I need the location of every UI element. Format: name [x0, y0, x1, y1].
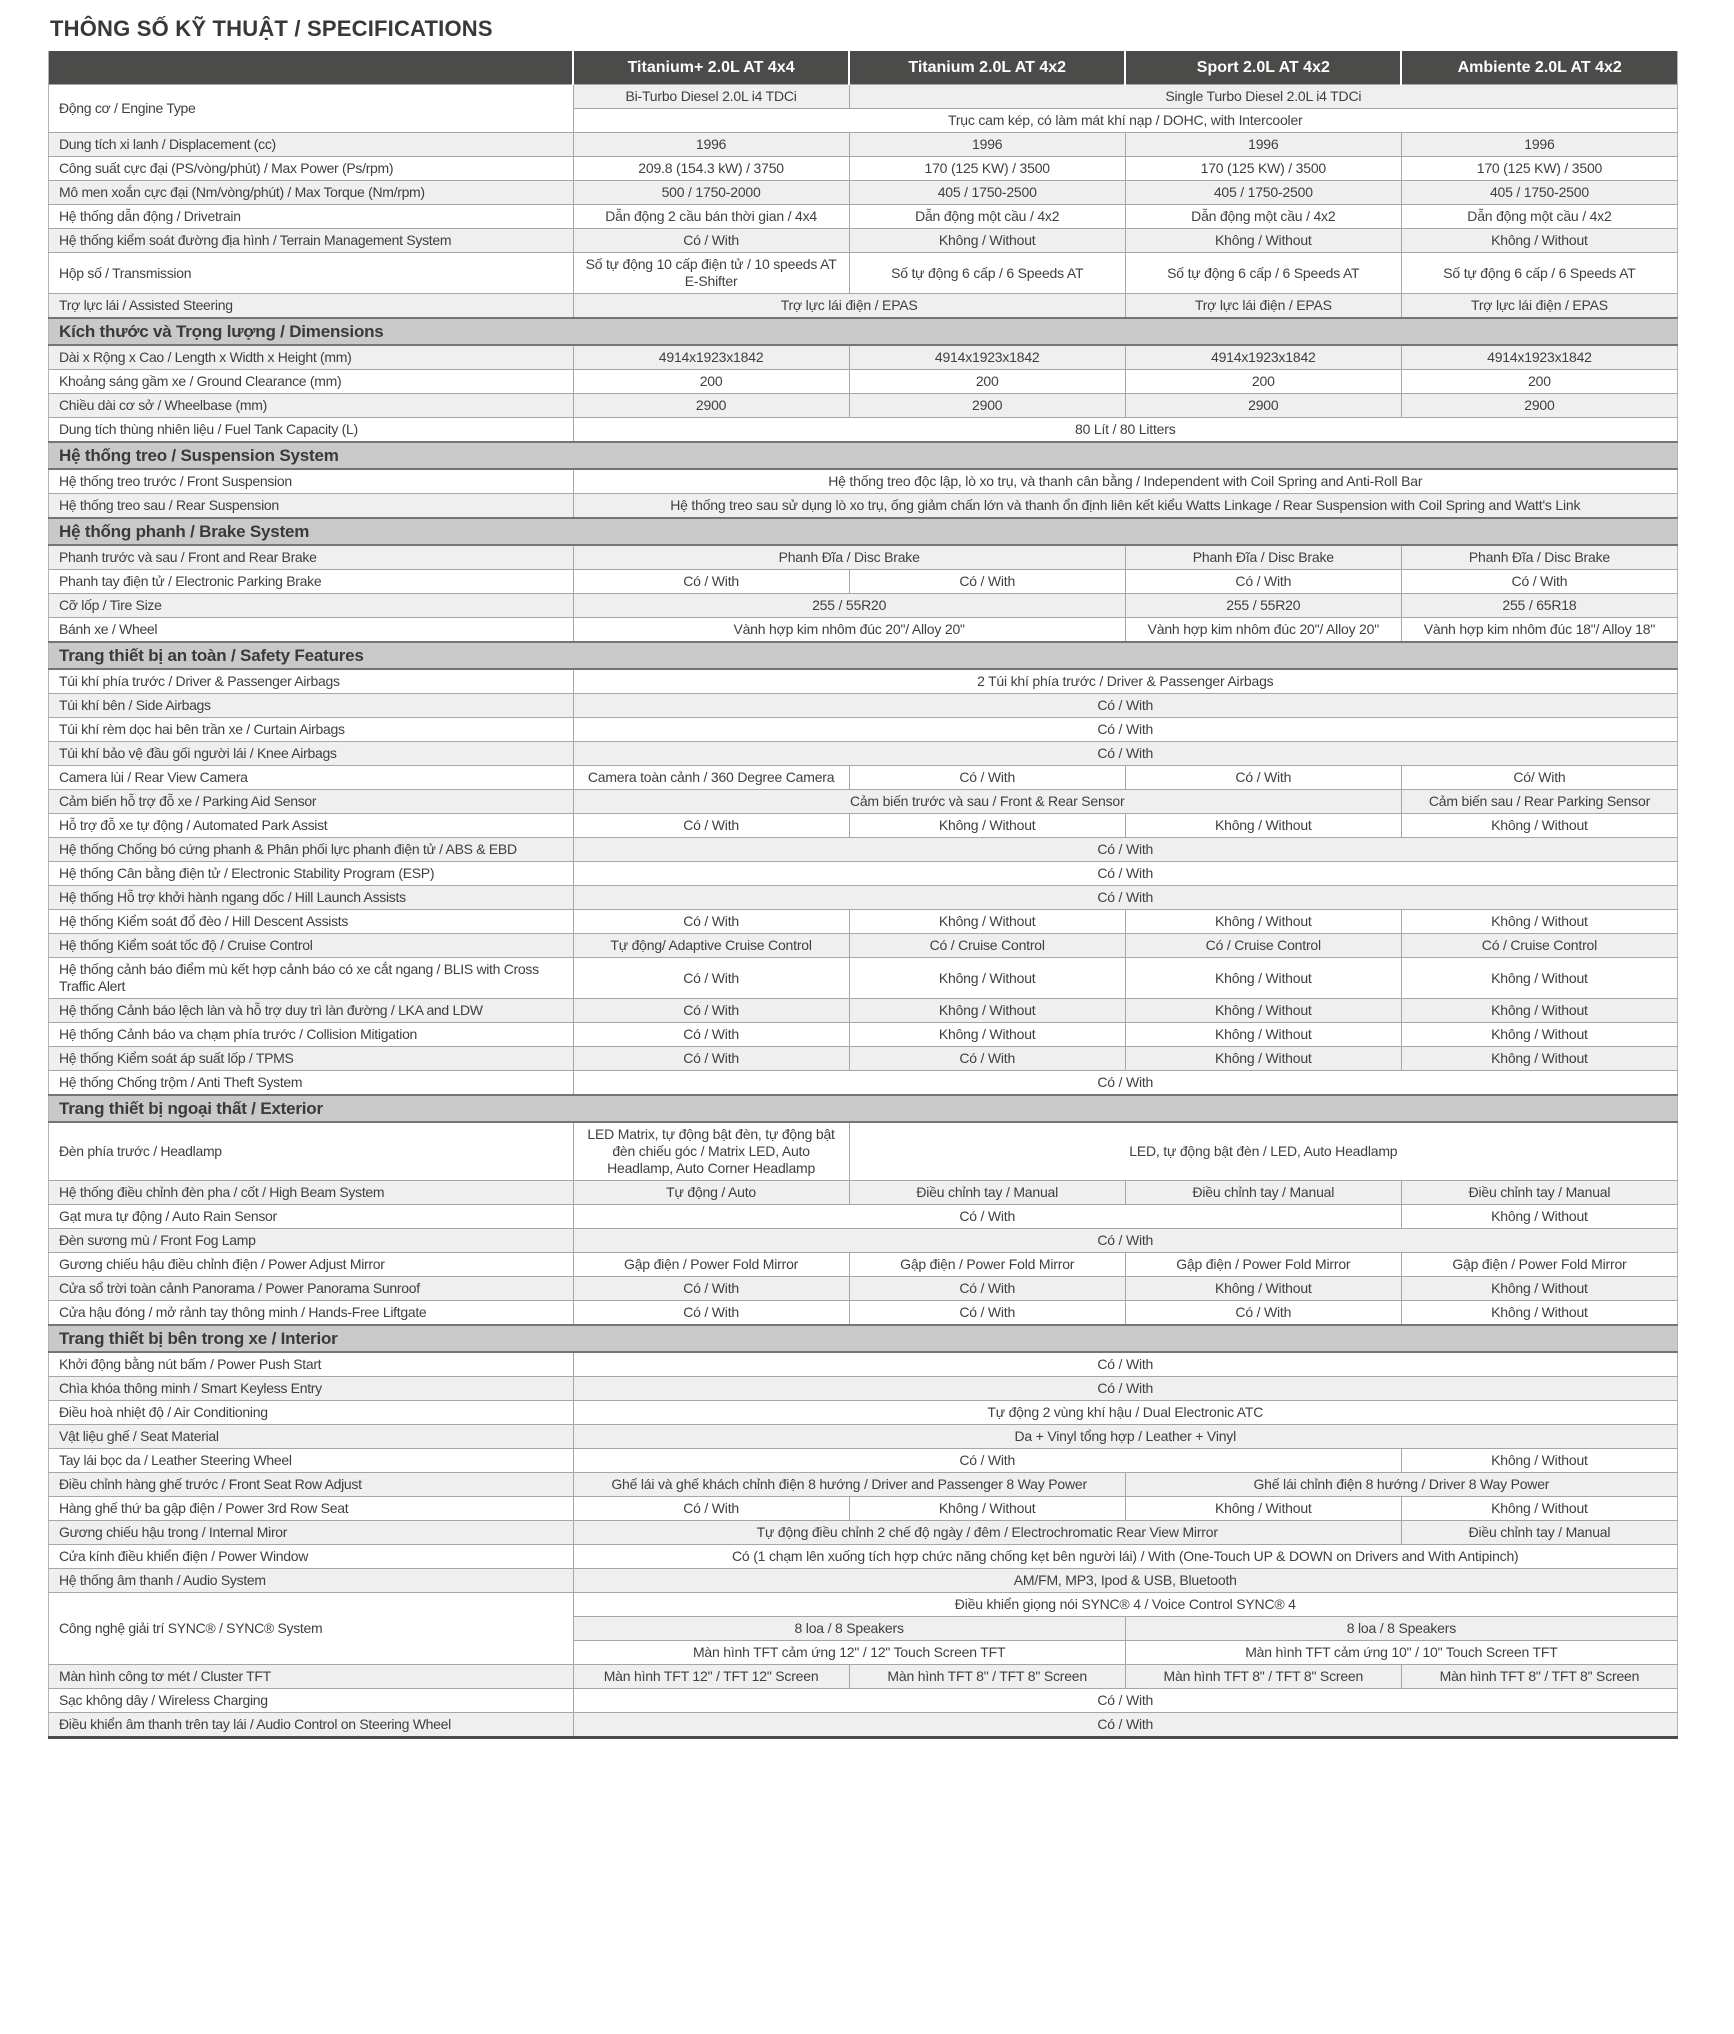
spec-value: Tự động điều chỉnh 2 chế độ ngày / đêm / Electrochromatic Rear View Mirror [573, 1521, 1401, 1545]
spec-value: 4914x1923x1842 [1401, 345, 1677, 370]
spec-label: Hệ thống treo trước / Front Suspension [49, 469, 574, 494]
spec-value: Không / Without [1401, 910, 1677, 934]
spec-value: Vành hợp kim nhôm đúc 20"/ Alloy 20" [1125, 618, 1401, 643]
spec-value: Trợ lực lái điện / EPAS [573, 294, 1125, 319]
spec-label: Túi khí bảo vệ đầu gối người lái / Knee Airbags [49, 742, 574, 766]
spec-row [49, 418, 1678, 443]
spec-label: Hỗ trợ đỗ xe tự động / Automated Park Assist [49, 814, 574, 838]
spec-row [49, 1352, 1678, 1377]
spec-value: Không / Without [1401, 1047, 1677, 1071]
spec-row [49, 1473, 1678, 1497]
spec-value: Không / Without [849, 1023, 1125, 1047]
page-title: THÔNG SỐ KỸ THUẬT / SPECIFICATIONS [50, 16, 493, 41]
spec-row [49, 205, 1678, 229]
spec-value: Có / With [573, 1277, 849, 1301]
spec-label: Hệ thống Kiểm soát áp suất lốp / TPMS [49, 1047, 574, 1071]
spec-row [49, 253, 1678, 294]
spec-value: Điều chỉnh tay / Manual [1401, 1521, 1677, 1545]
spec-value: Có / With [849, 766, 1125, 790]
spec-value: Có / With [573, 1713, 1677, 1738]
spec-value: Màn hình TFT 8" / TFT 8" Screen [1401, 1665, 1677, 1689]
spec-row [49, 229, 1678, 253]
spec-value: Camera toàn cảnh / 360 Degree Camera [573, 766, 849, 790]
spec-value: Điều khiển giọng nói SYNC® 4 / Voice Control SYNC® 4 [573, 1593, 1677, 1617]
spec-row [49, 958, 1678, 999]
spec-value: Có / With [573, 1352, 1677, 1377]
section-header-row [49, 442, 1678, 469]
spec-value: Có / Cruise Control [1125, 934, 1401, 958]
spec-value: Không / Without [1401, 1023, 1677, 1047]
trim-header-row [49, 51, 1678, 85]
spec-row [49, 1665, 1678, 1689]
spec-value: Có / Cruise Control [849, 934, 1125, 958]
spec-value: Không / Without [1401, 1497, 1677, 1521]
spec-row [49, 1377, 1678, 1401]
spec-value: Có / With [573, 1047, 849, 1071]
spec-row [49, 1521, 1678, 1545]
spec-value: Có (1 chạm lên xuống tích hợp chức năng chống kẹt bên người lái) / With (One-Touch UP & DOWN on Drivers and With Antipinch) [573, 1545, 1677, 1569]
spec-label: Màn hình công tơ mét / Cluster TFT [49, 1665, 574, 1689]
spec-value: Bi-Turbo Diesel 2.0L i4 TDCi [573, 85, 849, 109]
spec-value: Hệ thống treo độc lập, lò xo trụ, và thanh cân bằng / Independent with Coil Spring and Anti-Roll Bar [573, 469, 1677, 494]
spec-value: Có / With [1125, 766, 1401, 790]
spec-value: 405 / 1750-2500 [1401, 181, 1677, 205]
spec-value: Tự động / Auto [573, 1181, 849, 1205]
section-header-row [49, 518, 1678, 545]
spec-label: Hàng ghế thứ ba gập điện / Power 3rd Row Seat [49, 1497, 574, 1521]
spec-value: Không / Without [1401, 1301, 1677, 1326]
spec-value: Có / With [573, 1229, 1677, 1253]
spec-label: Trợ lực lái / Assisted Steering [49, 294, 574, 319]
spec-label: Hệ thống Kiểm soát tốc độ / Cruise Control [49, 934, 574, 958]
spec-value: 2900 [1125, 394, 1401, 418]
spec-value: 170 (125 KW) / 3500 [1401, 157, 1677, 181]
spec-row [49, 886, 1678, 910]
spec-sheet [48, 16, 1678, 1739]
spec-row [49, 814, 1678, 838]
spec-value: Có / With [573, 229, 849, 253]
spec-value: Không / Without [1125, 1047, 1401, 1071]
spec-value: Số tự động 6 cấp / 6 Speeds AT [849, 253, 1125, 294]
spec-value: Màn hình TFT 8" / TFT 8" Screen [1125, 1665, 1401, 1689]
spec-value: 170 (125 KW) / 3500 [849, 157, 1125, 181]
spec-value: Phanh Đĩa / Disc Brake [1401, 545, 1677, 570]
spec-label-header [49, 51, 574, 85]
spec-value: Không / Without [1125, 999, 1401, 1023]
section-title: Trang thiết bị ngoại thất / Exterior [49, 1095, 1678, 1122]
spec-value: Single Turbo Diesel 2.0L i4 TDCi [849, 85, 1677, 109]
section-title: Hệ thống treo / Suspension System [49, 442, 1678, 469]
spec-label: Phanh trước và sau / Front and Rear Brake [49, 545, 574, 570]
spec-label: Chìa khóa thông minh / Smart Keyless Entry [49, 1377, 574, 1401]
section-header-row [49, 1095, 1678, 1122]
spec-label: Điều khiển âm thanh trên tay lái / Audio Control on Steering Wheel [49, 1713, 574, 1738]
spec-value: Có / With [1125, 1301, 1401, 1326]
spec-label: Cửa hậu đóng / mở rảnh tay thông minh / Hands-Free Liftgate [49, 1301, 574, 1326]
spec-value: Điều chỉnh tay / Manual [1401, 1181, 1677, 1205]
spec-label: Đèn phía trước / Headlamp [49, 1122, 574, 1181]
spec-value: Trợ lực lái điện / EPAS [1125, 294, 1401, 319]
spec-label: Đèn sương mù / Front Fog Lamp [49, 1229, 574, 1253]
spec-value: Có/ With [1401, 766, 1677, 790]
spec-row [49, 85, 1678, 109]
spec-value: Có / With [849, 1277, 1125, 1301]
spec-label: Gương chiếu hậu điều chỉnh điện / Power Adjust Mirror [49, 1253, 574, 1277]
spec-value: 1996 [1125, 133, 1401, 157]
spec-value: Gập điện / Power Fold Mirror [573, 1253, 849, 1277]
spec-value: Dẫn động một cầu / 4x2 [1125, 205, 1401, 229]
spec-row [49, 718, 1678, 742]
spec-value: Da + Vinyl tổng hợp / Leather + Vinyl [573, 1425, 1677, 1449]
spec-value: Phanh Đĩa / Disc Brake [573, 545, 1125, 570]
spec-value: 255 / 55R20 [573, 594, 1125, 618]
spec-value: Không / Without [1125, 1497, 1401, 1521]
spec-label: Hệ thống Cảnh báo va chạm phía trước / Collision Mitigation [49, 1023, 574, 1047]
spec-value: Dẫn động 2 cầu bán thời gian / 4x4 [573, 205, 849, 229]
spec-value: Có / Cruise Control [1401, 934, 1677, 958]
spec-value: 4914x1923x1842 [573, 345, 849, 370]
spec-value: Trục cam kép, có làm mát khí nạp / DOHC, with Intercooler [573, 109, 1677, 133]
spec-label: Điều chỉnh hàng ghế trước / Front Seat Row Adjust [49, 1473, 574, 1497]
spec-value: Có / With [573, 1497, 849, 1521]
spec-value: Vành hợp kim nhôm đúc 18"/ Alloy 18" [1401, 618, 1677, 643]
spec-value: Không / Without [1401, 999, 1677, 1023]
spec-row [49, 999, 1678, 1023]
spec-value: Không / Without [1401, 958, 1677, 999]
spec-label: Túi khí bên / Side Airbags [49, 694, 574, 718]
spec-value: Không / Without [1125, 910, 1401, 934]
spec-label: Túi khí phía trước / Driver & Passenger Airbags [49, 669, 574, 694]
spec-label: Gạt mưa tự động / Auto Rain Sensor [49, 1205, 574, 1229]
spec-value: Dẫn động một cầu / 4x2 [849, 205, 1125, 229]
spec-value: Ghế lái và ghế khách chỉnh điện 8 hướng / Driver and Passenger 8 Way Power [573, 1473, 1125, 1497]
spec-row [49, 1497, 1678, 1521]
spec-row [49, 1593, 1678, 1617]
spec-value: 4914x1923x1842 [1125, 345, 1401, 370]
spec-value: Không / Without [1401, 1205, 1677, 1229]
spec-value: Không / Without [849, 1497, 1125, 1521]
spec-label: Vật liệu ghế / Seat Material [49, 1425, 574, 1449]
spec-label: Mô men xoắn cực đại (Nm/vòng/phút) / Max Torque (Nm/rpm) [49, 181, 574, 205]
spec-label: Hệ thống kiểm soát đường địa hình / Terrain Management System [49, 229, 574, 253]
spec-label: Cửa sổ trời toàn cảnh Panorama / Power Panorama Sunroof [49, 1277, 574, 1301]
spec-label: Túi khí rèm dọc hai bên trần xe / Curtain Airbags [49, 718, 574, 742]
spec-value: Có / With [849, 1301, 1125, 1326]
spec-value: Không / Without [1125, 814, 1401, 838]
spec-value: AM/FM, MP3, Ipod & USB, Bluetooth [573, 1569, 1677, 1593]
spec-value: Số tự động 10 cấp điện tử / 10 speeds AT E-Shifter [573, 253, 849, 294]
spec-value: Có / With [573, 862, 1677, 886]
spec-value: 255 / 65R18 [1401, 594, 1677, 618]
section-title: Kích thước và Trọng lượng / Dimensions [49, 318, 1678, 345]
spec-row [49, 394, 1678, 418]
spec-value: 405 / 1750-2500 [849, 181, 1125, 205]
spec-label: Camera lùi / Rear View Camera [49, 766, 574, 790]
spec-row [49, 934, 1678, 958]
spec-value: 8 loa / 8 Speakers [1125, 1617, 1677, 1641]
spec-value: Có / With [573, 814, 849, 838]
spec-row [49, 1229, 1678, 1253]
spec-value: 200 [849, 370, 1125, 394]
spec-row [49, 1301, 1678, 1326]
spec-label: Hệ thống treo sau / Rear Suspension [49, 494, 574, 519]
spec-value: 405 / 1750-2500 [1125, 181, 1401, 205]
spec-value: Có / With [573, 1449, 1401, 1473]
spec-label: Tay lái bọc da / Leather Steering Wheel [49, 1449, 574, 1473]
spec-row [49, 370, 1678, 394]
spec-value: Không / Without [849, 958, 1125, 999]
spec-row [49, 1545, 1678, 1569]
spec-value: 1996 [849, 133, 1125, 157]
spec-value: Gập điện / Power Fold Mirror [849, 1253, 1125, 1277]
spec-value: 8 loa / 8 Speakers [573, 1617, 1125, 1641]
spec-row [49, 669, 1678, 694]
spec-row [49, 790, 1678, 814]
section-title: Trang thiết bị bên trong xe / Interior [49, 1325, 1678, 1352]
spec-value: 255 / 55R20 [1125, 594, 1401, 618]
spec-value: Có / With [573, 999, 849, 1023]
spec-value: Không / Without [1125, 1277, 1401, 1301]
spec-value: Màn hình TFT cảm ứng 12" / 12" Touch Screen TFT [573, 1641, 1125, 1665]
spec-value: Có / With [573, 1071, 1677, 1096]
spec-value: Tự động/ Adaptive Cruise Control [573, 934, 849, 958]
spec-row [49, 494, 1678, 519]
spec-row [49, 545, 1678, 570]
spec-value: Không / Without [1125, 229, 1401, 253]
spec-value: Có / With [573, 718, 1677, 742]
spec-row [49, 1181, 1678, 1205]
spec-label: Hệ thống Chống trộm / Anti Theft System [49, 1071, 574, 1096]
spec-value: 80 Lít / 80 Litters [573, 418, 1677, 443]
trim-column-titanium: Titanium 2.0L AT 4x2 [849, 51, 1125, 85]
spec-value: Số tự động 6 cấp / 6 Speeds AT [1125, 253, 1401, 294]
spec-label: Hệ thống âm thanh / Audio System [49, 1569, 574, 1593]
spec-value: Có / With [573, 910, 849, 934]
spec-value: 1996 [573, 133, 849, 157]
spec-row [49, 1401, 1678, 1425]
spec-value: Có / With [573, 1023, 849, 1047]
spec-value: Vành hợp kim nhôm đúc 20"/ Alloy 20" [573, 618, 1125, 643]
section-header-row [49, 1325, 1678, 1352]
spec-value: Cảm biến sau / Rear Parking Sensor [1401, 790, 1677, 814]
spec-row [49, 1071, 1678, 1096]
spec-value: Có / With [849, 570, 1125, 594]
spec-value: 2 Túi khí phía trước / Driver & Passenger Airbags [573, 669, 1677, 694]
spec-row [49, 910, 1678, 934]
spec-value: Không / Without [849, 910, 1125, 934]
spec-row [49, 594, 1678, 618]
spec-label: Hệ thống Hỗ trợ khởi hành ngang dốc / Hill Launch Assists [49, 886, 574, 910]
spec-value: Ghế lái chỉnh điện 8 hướng / Driver 8 Way Power [1125, 1473, 1677, 1497]
spec-row [49, 469, 1678, 494]
spec-value: 170 (125 KW) / 3500 [1125, 157, 1401, 181]
spec-row [49, 1425, 1678, 1449]
spec-label: Cỡ lốp / Tire Size [49, 594, 574, 618]
spec-row [49, 294, 1678, 319]
spec-row [49, 1253, 1678, 1277]
spec-value: Hệ thống treo sau sử dụng lò xo trụ, ống giảm chấn lớn và thanh ổn định liên kết kiểu Watts Linkage / Rear Suspension with Coil Spring and Watt's Link [573, 494, 1677, 519]
spec-value: Không / Without [1401, 229, 1677, 253]
spec-label: Phanh tay điện tử / Electronic Parking Brake [49, 570, 574, 594]
spec-value: Màn hình TFT cảm ứng 10" / 10" Touch Screen TFT [1125, 1641, 1677, 1665]
spec-value: 2900 [849, 394, 1125, 418]
spec-row [49, 157, 1678, 181]
spec-label: Sạc không dây / Wireless Charging [49, 1689, 574, 1713]
spec-value: Có / With [573, 1377, 1677, 1401]
trim-column-ambiente: Ambiente 2.0L AT 4x2 [1401, 51, 1677, 85]
spec-value: Màn hình TFT 8" / TFT 8" Screen [849, 1665, 1125, 1689]
spec-row [49, 1122, 1678, 1181]
spec-value: Có / With [849, 1047, 1125, 1071]
section-header-row [49, 318, 1678, 345]
spec-label: Gương chiếu hậu trong / Internal Miror [49, 1521, 574, 1545]
spec-label: Hệ thống dẫn động / Drivetrain [49, 205, 574, 229]
spec-label: Dung tích thùng nhiên liệu / Fuel Tank Capacity (L) [49, 418, 574, 443]
spec-value: 500 / 1750-2000 [573, 181, 849, 205]
spec-value: Không / Without [1125, 1023, 1401, 1047]
spec-row [49, 1277, 1678, 1301]
spec-value: Không / Without [849, 999, 1125, 1023]
spec-value: Không / Without [849, 814, 1125, 838]
spec-value: Không / Without [1401, 814, 1677, 838]
spec-label: Bánh xe / Wheel [49, 618, 574, 643]
spec-value: Gập điện / Power Fold Mirror [1125, 1253, 1401, 1277]
spec-value: 200 [1125, 370, 1401, 394]
spec-label: Công suất cực đại (PS/vòng/phút) / Max Power (Ps/rpm) [49, 157, 574, 181]
section-title: Trang thiết bị an toàn / Safety Features [49, 642, 1678, 669]
section-header-row [49, 642, 1678, 669]
spec-value: Không / Without [1401, 1449, 1677, 1473]
spec-row [49, 1689, 1678, 1713]
spec-value: Có / With [573, 570, 849, 594]
spec-row [49, 1569, 1678, 1593]
spec-row [49, 742, 1678, 766]
spec-value: Không / Without [849, 229, 1125, 253]
spec-row [49, 1023, 1678, 1047]
spec-row [49, 1449, 1678, 1473]
spec-value: Số tự động 6 cấp / 6 Speeds AT [1401, 253, 1677, 294]
spec-value: Có / With [1125, 570, 1401, 594]
spec-label: Hộp số / Transmission [49, 253, 574, 294]
spec-value: Cảm biến trước và sau / Front & Rear Sensor [573, 790, 1401, 814]
specifications-table [48, 51, 1678, 1739]
spec-value: Có / With [573, 742, 1677, 766]
spec-label: Điều hoà nhiệt độ / Air Conditioning [49, 1401, 574, 1425]
spec-value: Phanh Đĩa / Disc Brake [1125, 545, 1401, 570]
spec-value: Điều chỉnh tay / Manual [849, 1181, 1125, 1205]
spec-value: Có / With [573, 838, 1677, 862]
spec-row [49, 1205, 1678, 1229]
spec-label: Dung tích xi lanh / Displacement (cc) [49, 133, 574, 157]
spec-value: Có / With [573, 1689, 1677, 1713]
spec-value: LED, tự động bật đèn / LED, Auto Headlamp [849, 1122, 1677, 1181]
spec-value: Dẫn động một cầu / 4x2 [1401, 205, 1677, 229]
spec-value: Tự động 2 vùng khí hậu / Dual Electronic ATC [573, 1401, 1677, 1425]
spec-value: Có / With [573, 958, 849, 999]
spec-label: Khoảng sáng gầm xe / Ground Clearance (mm) [49, 370, 574, 394]
spec-value: 200 [573, 370, 849, 394]
spec-value: Điều chỉnh tay / Manual [1125, 1181, 1401, 1205]
spec-value: Có / With [1401, 570, 1677, 594]
spec-label: Hệ thống Cân bằng điện tử / Electronic Stability Program (ESP) [49, 862, 574, 886]
spec-row [49, 1713, 1678, 1738]
spec-row [49, 838, 1678, 862]
spec-row [49, 181, 1678, 205]
trim-column-titanium-plus: Titanium+ 2.0L AT 4x4 [573, 51, 849, 85]
spec-row [49, 862, 1678, 886]
spec-label: Động cơ / Engine Type [49, 85, 574, 133]
spec-label: Cảm biến hỗ trợ đỗ xe / Parking Aid Sensor [49, 790, 574, 814]
spec-value: 200 [1401, 370, 1677, 394]
spec-value: Có / With [573, 1205, 1401, 1229]
spec-value: 209.8 (154.3 kW) / 3750 [573, 157, 849, 181]
spec-label: Chiều dài cơ sở / Wheelbase (mm) [49, 394, 574, 418]
spec-value: 4914x1923x1842 [849, 345, 1125, 370]
spec-value: Trợ lực lái điện / EPAS [1401, 294, 1677, 319]
spec-row [49, 570, 1678, 594]
spec-label: Cửa kính điều khiển điện / Power Window [49, 1545, 574, 1569]
section-title: Hệ thống phanh / Brake System [49, 518, 1678, 545]
spec-label: Hệ thống Kiểm soát đổ đèo / Hill Descent Assists [49, 910, 574, 934]
spec-value: Có / With [573, 886, 1677, 910]
trim-column-sport: Sport 2.0L AT 4x2 [1125, 51, 1401, 85]
spec-value: Không / Without [1401, 1277, 1677, 1301]
spec-value: Có / With [573, 694, 1677, 718]
spec-label: Hệ thống Chống bó cứng phanh & Phân phối lực phanh điện tử / ABS & EBD [49, 838, 574, 862]
spec-label: Hệ thống Cảnh báo lệch làn và hỗ trợ duy trì làn đường / LKA and LDW [49, 999, 574, 1023]
spec-row [49, 345, 1678, 370]
spec-row [49, 694, 1678, 718]
spec-row [49, 1047, 1678, 1071]
spec-value: 2900 [1401, 394, 1677, 418]
spec-row [49, 133, 1678, 157]
spec-value: Màn hình TFT 12" / TFT 12" Screen [573, 1665, 849, 1689]
spec-row [49, 766, 1678, 790]
spec-label: Công nghệ giải trí SYNC® / SYNC® System [49, 1593, 574, 1665]
spec-value: Gập điện / Power Fold Mirror [1401, 1253, 1677, 1277]
spec-label: Hệ thống cảnh báo điểm mù kết hợp cảnh báo có xe cắt ngang / BLIS with Cross Traffic Alert [49, 958, 574, 999]
spec-value: Không / Without [1125, 958, 1401, 999]
spec-value: 2900 [573, 394, 849, 418]
spec-row [49, 618, 1678, 643]
spec-value: LED Matrix, tự động bật đèn, tự động bật đèn chiếu góc / Matrix LED, Auto Headlamp, Auto Corner Headlamp [573, 1122, 849, 1181]
spec-label: Khởi động bằng nút bấm / Power Push Start [49, 1352, 574, 1377]
spec-value: 1996 [1401, 133, 1677, 157]
spec-label: Hệ thống điều chỉnh đèn pha / cốt / High Beam System [49, 1181, 574, 1205]
spec-value: Có / With [573, 1301, 849, 1326]
spec-label: Dài x Rộng x Cao / Length x Width x Height (mm) [49, 345, 574, 370]
